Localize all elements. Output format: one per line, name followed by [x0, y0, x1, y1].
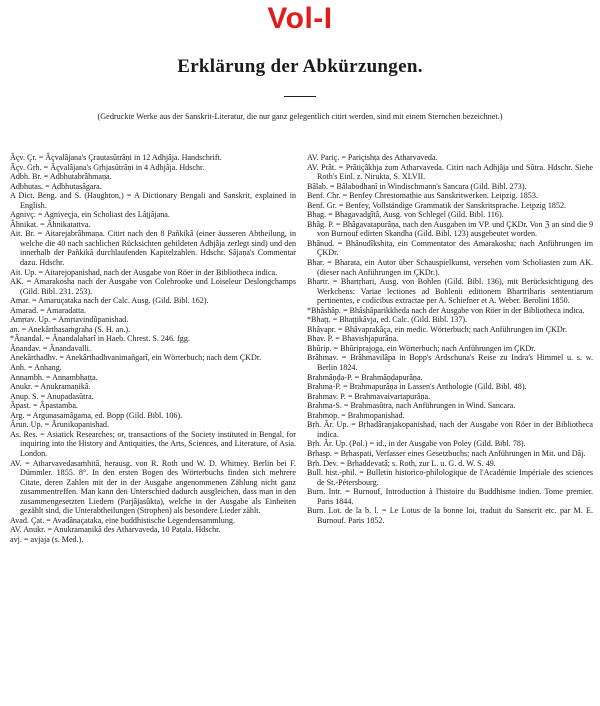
- abbreviation-entry: AK. = Amarakosha nach der Ausgabe von Colebrooke und Loiseleur Deslongchamps (Gild. Bibl. 231. 253).: [10, 277, 296, 296]
- abbreviation-entry: Amarad. = Amaradatta.: [10, 305, 87, 315]
- abbreviation-entry: Anup. S. = Anupadasûtra.: [10, 391, 94, 401]
- abbreviation-entry: Agnivç. = Agniveçja, ein Scholiast des Lâṭjâjana.: [10, 210, 170, 220]
- abbreviation-entry: an. = Anekârthasaṁgraha (S. H. an.).: [10, 324, 131, 334]
- abbreviation-entry: *Bhâshâp. = Bhâshâparikkheda nach der Ausgabe von Röer in der Bibliotheca indica.: [307, 305, 585, 315]
- abbreviation-entry: Ânandav. = Ânandavalli.: [10, 343, 91, 353]
- abbreviation-entry: Anh. = Anhang.: [10, 363, 62, 373]
- abbreviation-entry: AV. Pariç. = Pariçishṭa des Atharvaveda.: [307, 153, 438, 162]
- abbreviation-entry: Anukr. = Anukramaṇikâ.: [10, 382, 91, 392]
- abbreviation-entry: avj. = avjaja (s. Med.).: [10, 534, 84, 544]
- abbreviation-entry: *Ânandal. = Ânandalaharî in Haeb. Chrest. S. 246. fgg.: [10, 334, 190, 344]
- abbreviation-entry: Bhânud. = Bhânudîkshita, ein Commentator des Amarakosha; nach Anführungen im ÇKDr.: [307, 238, 593, 258]
- abbreviation-entry: Bṛhasp. = Bṛhaspati, Verfasser eines Gesetzbuchs; nach Anführungen in Mit. und Dâj.: [307, 448, 586, 458]
- abbreviation-entry: Bṛh. Âr. Up. (Pol.) = id., in der Ausgabe von Poley (Gild. Bibl. 78).: [307, 439, 526, 449]
- abbreviation-entry: Bhartr. = Bhartṛhari, Ausg. von Bohlen (Gild. Bibl. 136), mit Berücksichtigung des Werkchens: Variae lectiones ad Bohlenii editionem Bhartriharis sententiarum pertinentes, e codicibus extractae per A. Schiefner et A. Weber. Berolini 1850.: [307, 277, 593, 306]
- abbreviation-entry: Bhag. = Bhagavadgîtâ, Ausg. von Schlegel (Gild. Bibl. 116).: [307, 210, 504, 220]
- abbreviation-entry: Brahma-P. = Brahmapurâṇa in Lassen's Anthologie (Gild. Bibl. 48).: [307, 382, 527, 392]
- abbreviation-entry: Bhûrip. = Bhûriprajoga, ein Wörterbuch; nach Anführungen im ÇKDr.: [307, 343, 536, 353]
- abbreviation-entry: *Bhaṭṭ. = Bhaṭṭikâvja, ed. Calc. (Gild. Bibl. 137).: [307, 315, 468, 325]
- abbreviation-entry: As. Res. = Asiatick Researches; or, transactions of the Society instituted in Bengal, for inquiring into the History and Antiquities, the Arts, Sciences, and Literature, of Asia. London.: [10, 429, 296, 458]
- abbreviation-entry: Amar. = Amaruçataka nach der Calc. Ausg. (Gild. Bibl. 162).: [10, 296, 209, 306]
- abbreviation-entry: Âçv. Çr. = Âçvalâjana's Çrautasûtrâṇi in 12 Adhjâja. Handschrift.: [10, 153, 222, 162]
- abbreviation-entry: AV. Prât. = Prâtiçâkhja zum Atharvaveda. Citirt nach Adhjâja und Sûtra. Hdschr. Siehe Roth's Einl. z. Nirukta, S. XLVII.: [307, 162, 593, 182]
- title-divider: [284, 96, 316, 97]
- abbreviation-entry: Brahmâṇḍa-P. = Brahmâṇḍapurâṇa.: [307, 372, 423, 382]
- abbreviation-entry: Adbh. Br. = Adbhutabrâhmaṇa.: [10, 172, 112, 182]
- abbreviation-entry: Annambh. = Annambhaṭṭa.: [10, 372, 98, 382]
- abbreviation-entry: Bhar. = Bharata, ein Autor über Schauspielkunst, versehen vom Scholiasten zum AK. (dieser nach Anführungen im ÇKDr.).: [307, 258, 593, 277]
- abbreviation-entry: Brahma-S. = Brahmasûtra, nach Anführungen in Wind. Sancara.: [307, 401, 516, 411]
- abbreviation-entry: Ârun. Up. = Ârunikopanishad.: [10, 420, 109, 430]
- right-column: [307, 153, 593, 525]
- abbreviation-entry: Bhâg. P. = Bhâgavatapurâṇa, nach den Ausgaben im VP. und ÇKDr. Von ℨ an sind die 9 von Burnouf edirten Skandha (Gild. Bibl. 123) ausgebeutet worden.: [307, 219, 593, 239]
- abbreviation-entry: Benf. Gr. = Benfey, Vollständige Grammatik der Sanskritsprache. Leipzig 1852.: [307, 200, 567, 210]
- abbreviation-entry: Bâlab. = Bâlabodhanî in Windischmann's Sancara (Gild. Bibl. 273).: [307, 181, 527, 191]
- abbreviation-entry: Burn. Lot. de la b. l. = Le Lotus de la bonne loi, traduit du Sanscrit etc. par M. E. Burnouf. Paris 1852.: [307, 506, 593, 525]
- abbreviation-entry: Benf. Chr. = Benfey Chrestomathie aus Sanskritwerken. Leipzig. 1853.: [307, 191, 538, 201]
- abbreviation-entry: AV. = Atharvavedasaṁhitâ, herausg. von R. Roth und W. D. Whitney. Berlin bei F. Dümmler. 1855. 8°. In den ersten Bogen des Wörterbuchs finden sich mehrere Citate, deren Zahlen mit der in der Ausgabe angenommenen Zählung nicht ganz zusammentreffen. Man kann den Unterschied dadurch ausgleichen, dass man in den zusammengesetzten Liedern (Parjâjasûkta), welche in der Ausgabe als Einheiten gezählt sind, die Unterabtheilungen (Strophen) als besondere Lieder zählt.: [10, 458, 296, 516]
- abbreviation-entry: AV. Anukr. = Anukramaṇikâ des Atharvaveda, 10 Paṭala. Hdschr.: [10, 525, 221, 535]
- abbreviation-entry: A Dict. Beng. and S. (Haughton,) = A Dictionary Bengali and Sanskrit, explained in English.: [10, 191, 296, 210]
- abbreviation-entry: Bṛh. Âr. Up. = Bṛhadâraṇjakopanishad, nach der Ausgabe von Röer in der Bibliotheca indica.: [307, 420, 593, 439]
- abbreviation-entry: Âpast. = Âpastamba.: [10, 401, 78, 411]
- header-note: (Gedruckte Werke aus der Sanskrit-Literatur, die nur ganz gelegentlich citirt werden, sind mit einem Sternchen bezeichnet.): [97, 112, 503, 121]
- volume-label: Vol-I: [267, 2, 333, 35]
- abbreviation-entry: Arg. = Argunasamâgama, ed. Bopp (Gild. Bibl. 106).: [10, 410, 183, 420]
- abbreviation-entry: Ait. Up. = Aitarejopanishad, nach der Ausgabe von Röer in der Bibliotheca indica.: [10, 267, 278, 277]
- page-title: Erklärung der Abkürzungen.: [177, 56, 423, 77]
- abbreviation-entry: Amṛtav. Up. = Amṛtavindûpanishad.: [10, 315, 129, 325]
- abbreviation-entry: Anekârthadhv. = Anekârthadhvanimañgarî, ein Wörterbuch; nach dem ÇKDr.: [10, 353, 262, 363]
- abbreviation-entry: Bull. hist.-phil. = Bulletin historico-philologique de l'Académie Impériale des sciences de St.-Pétersbourg.: [307, 468, 593, 487]
- abbreviation-entry: Burn. Intr. = Burnouf, Introduction à l'histoire du Buddhisme indien. Tome premier. Paris 1844.: [307, 487, 593, 506]
- abbreviation-entry: Brahmop. = Brahmopanishad.: [307, 410, 405, 420]
- abbreviation-entry: Âhnikat. = Âhnikatattva.: [10, 219, 91, 229]
- abbreviation-entry: Avad. Çat. = Avadânaçataka, eine buddhistische Legendensammlung.: [10, 515, 235, 525]
- abbreviation-entry: Bhav. P. = Bhavishjapurâṇa.: [307, 334, 399, 344]
- abbreviation-entry: Brâhmav. = Brâhmavilâpa in Bopp's Ardschuna's Reise zu Indra's Himmel u. s. w. Berlin 1824.: [307, 353, 593, 373]
- abbreviation-entry: Bhâvapr. = Bhâvaprakâça, ein medic. Wörterbuch; nach Anführungen im ÇKDr.: [307, 324, 567, 334]
- abbreviation-entry: Adbhutas. = Adbhutasâgara.: [10, 181, 102, 191]
- abbreviation-entry: Âçv. Gṛh. = Âçvalâjana's Gṛhjasûtrâṇi in 4 Adhjâja. Hdschr.: [10, 162, 205, 172]
- abbreviation-entry: Ait. Br. = Aitarejabrâhmaṇa. Citirt nach den 8 Pañkikâ (einer äusseren Abtheilung, in welche die 40 nach sachlichen Rücksichten gebildeten Adhjâja zerlegt sind) und den innerhalb der Pañkikâ durchlaufenden Kapitelzahlen. Hdschr. Sâjaṇa's Commentar dazu. Hdschr.: [10, 229, 296, 268]
- left-column: [10, 153, 296, 544]
- abbreviation-entry: Brahmav. P. = Brahmavaivartapurâṇa.: [307, 391, 431, 401]
- abbreviation-entry: Bṛh. Dev. = Bṛhaddevatâ; s. Roth, zur L. u. G. d. W. S. 49.: [307, 458, 496, 468]
